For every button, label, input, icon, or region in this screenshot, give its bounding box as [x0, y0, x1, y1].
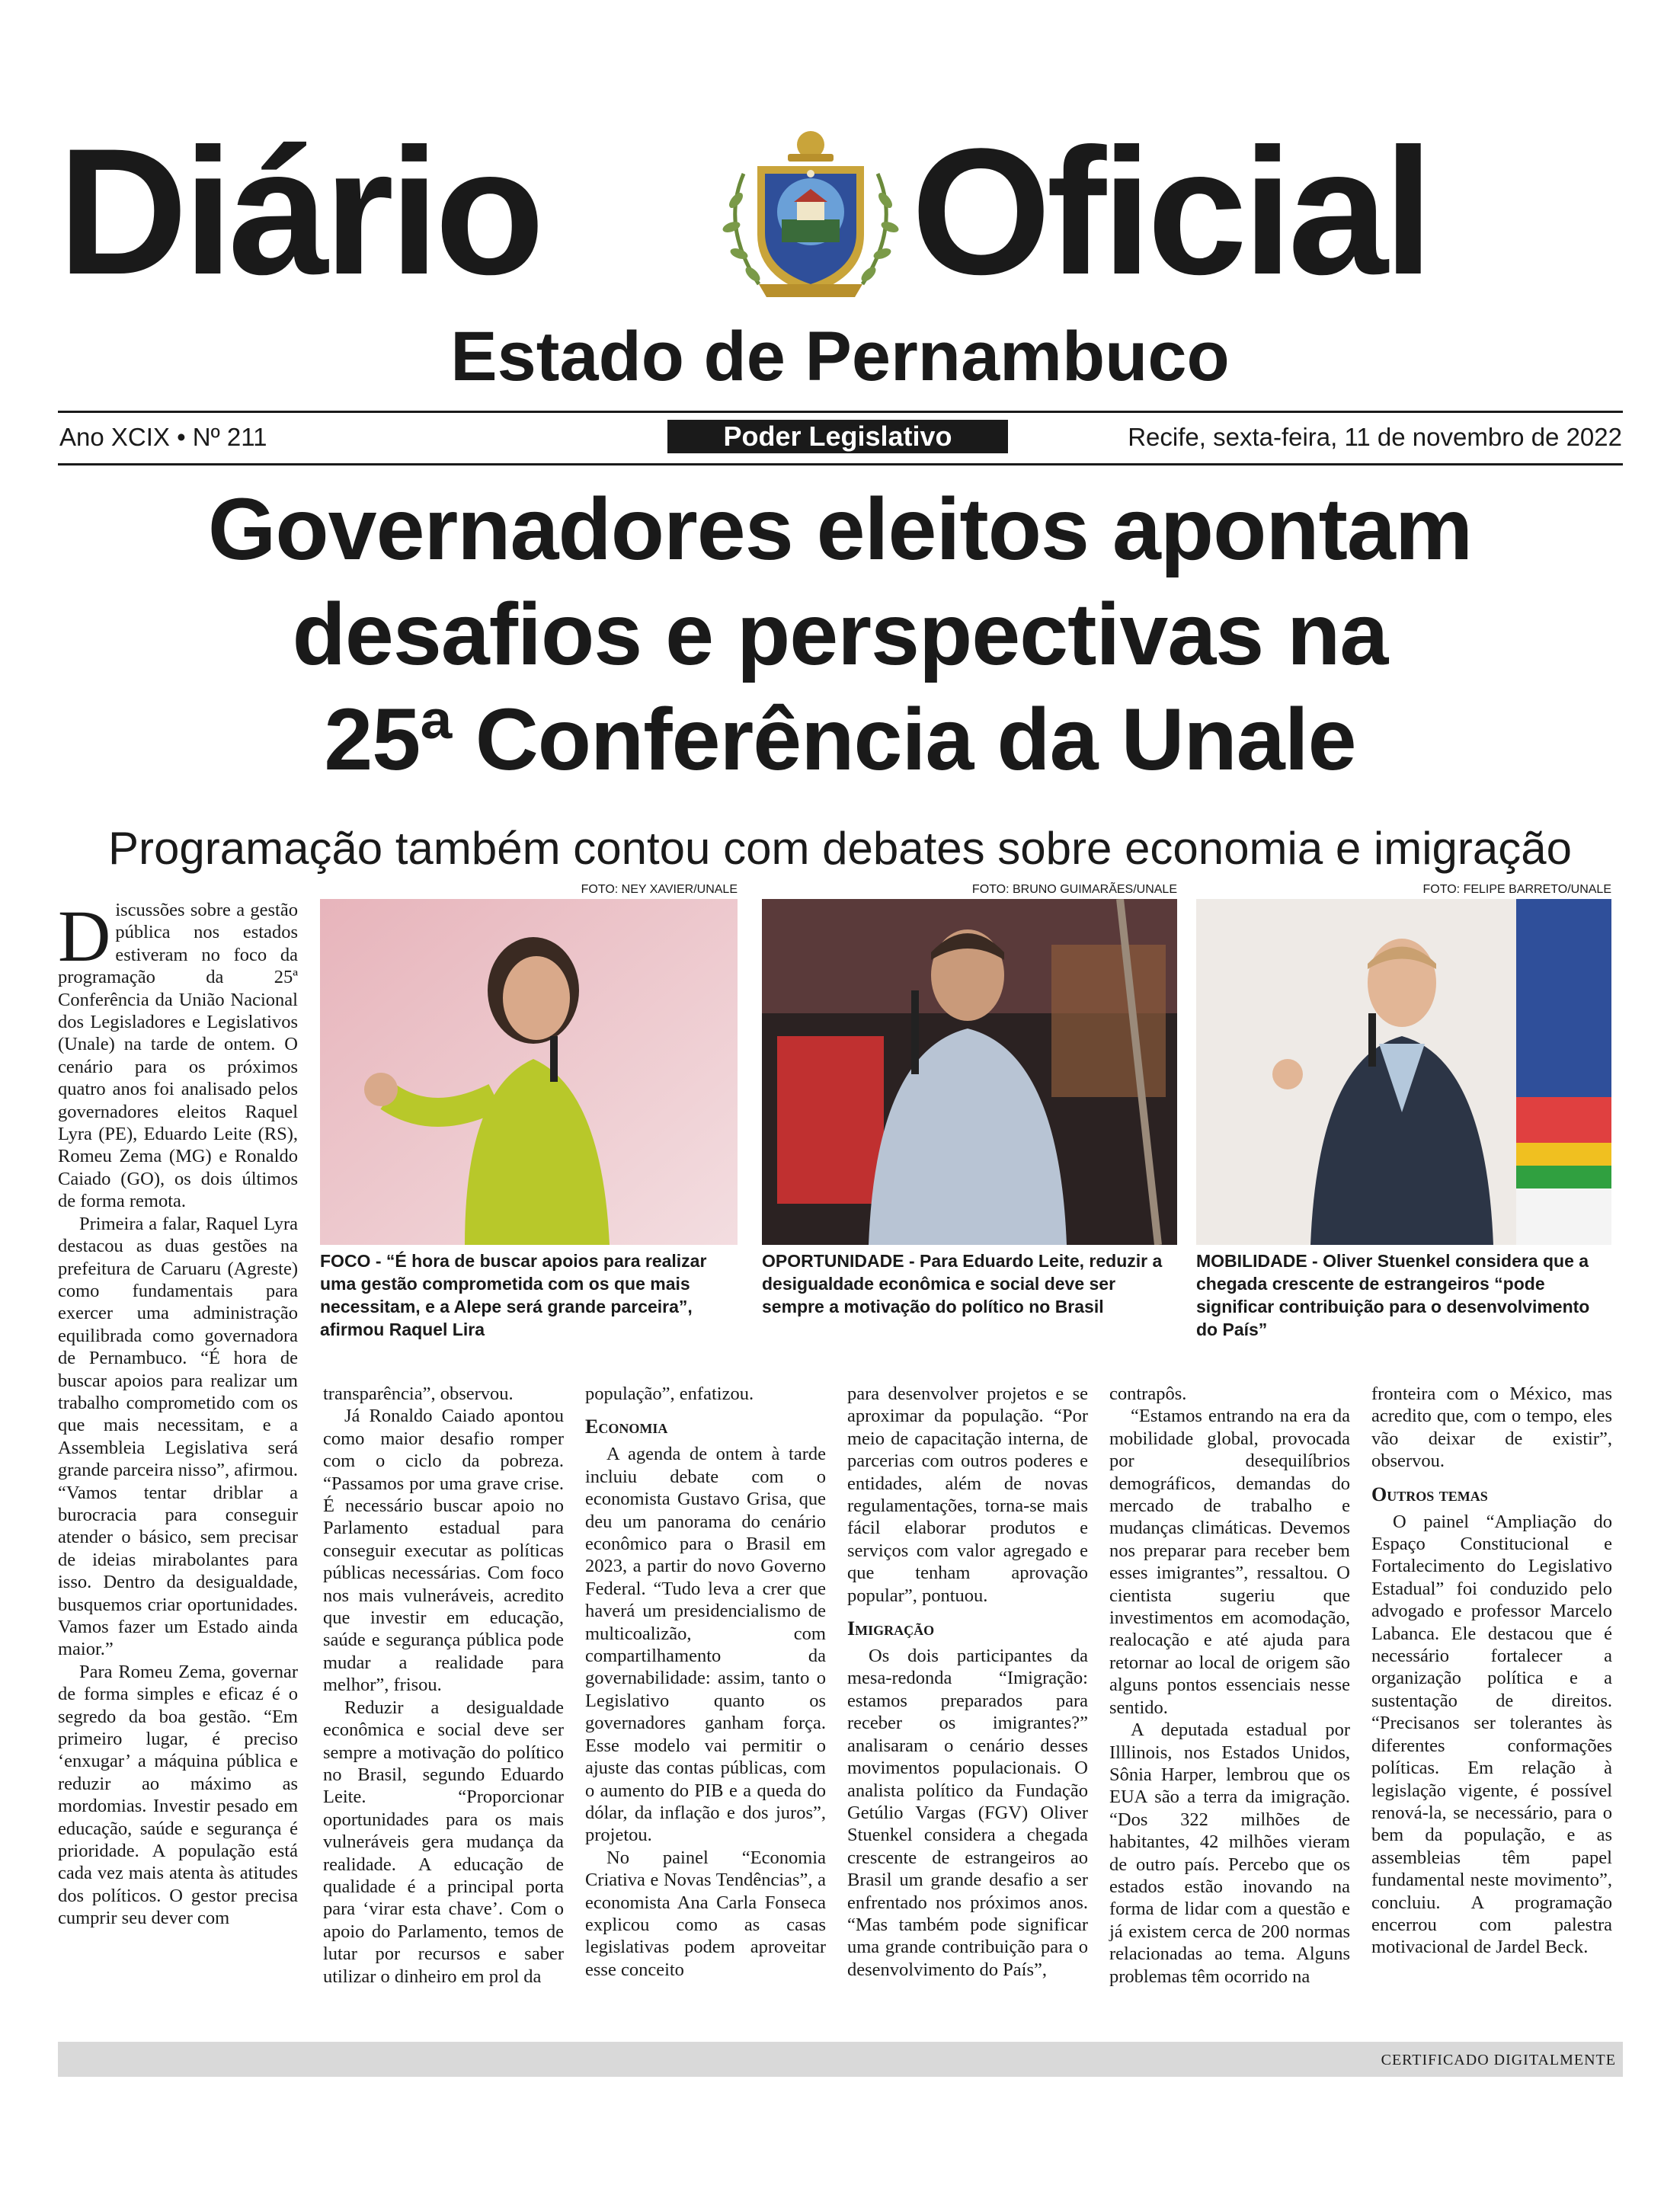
masthead-title-left: Diário	[58, 111, 540, 312]
photo-eduardo-leite	[762, 899, 1177, 1245]
header-rule-bottom	[58, 463, 1623, 465]
headline-line-3: 25ª Conferência da Unale	[324, 691, 1356, 789]
section-heading-outros-temas: Outros temas	[1371, 1483, 1488, 1505]
article-paragraph: Discussões sobre a gestão pública nos estados estiveram no foco da programação da 25ª Conferência da União Nacional dos Legisladores e Legislativos (Unale) na tarde de ontem. O cenário para os próximos quatro anos foi analisado pelos governadores eleitos Raquel Lyra (PE), Eduardo Leite (RS), Romeu Zema (MG) e Ronaldo Caiado (GO), os dois últimos de forma remota.	[58, 895, 298, 1212]
dropcap: D	[58, 895, 111, 977]
photo-caption: FOCO - “É hora de buscar apoios para realizar uma gestão comprometida com os que mais necessitam, e a Alepe será grande parceira”, afirmou Raquel Lira	[320, 1251, 707, 1339]
article-paragraph: contrapôs.	[1109, 1384, 1187, 1404]
article-paragraph: transparência”, observou.	[323, 1384, 514, 1404]
article-column-5	[1109, 1383, 1350, 1988]
photo-oliver-stuenkel	[1196, 899, 1611, 1245]
section-badge: Poder Legislativo	[667, 420, 1008, 453]
article-paragraph: A deputada estadual por Illlinois, nos Estados Unidos, Sônia Harper, lembrou que os EUA são a terra da imigração. “Dos 322 milhões de habitantes, 42 milhões vieram de outro país. Percebo que os estados estão inovando na forma de lidar com a questão e já existem cerca de 200 normas relacionadas ao tema. Alguns problemas têm ocorrido na	[1109, 1720, 1350, 1987]
edition-number: Ano XCIX • Nº 211	[59, 423, 267, 451]
headline-line-1: Governadores eleitos apontam	[207, 481, 1473, 578]
coat-of-arms-icon	[713, 128, 908, 303]
article-paragraph: fronteira com o México, mas acredito que, com o tempo, eles vão deixar de existir”, observou.	[1371, 1384, 1612, 1472]
photo-caption: OPORTUNIDADE - Para Eduardo Leite, reduzir a desigualdade econômica e social deve ser sempre a motivação do político no Brasil	[762, 1251, 1163, 1316]
article-column-2	[323, 1383, 564, 1988]
photo-credit: FOTO: NEY XAVIER/UNALE	[581, 883, 738, 896]
article-paragraph: Para Romeu Zema, governar de forma simples e eficaz é o segredo da boa gestão. “Em primeiro lugar, é preciso ‘enxugar’ a máquina pública e reduzir ao máximo as mordomias. Investir pesado em educação, saúde e segurança é prioridade. A população está cada vez mais atenta às atitudes dos políticos. O gestor precisa cumprir seu dever com	[58, 1661, 298, 1929]
masthead-subtitle: Estado de Pernambuco	[450, 318, 1230, 395]
header-rule-top	[58, 411, 1623, 413]
article-paragraph: população”, enfatizou.	[585, 1384, 754, 1404]
photo-caption: MOBILIDADE - Oliver Stuenkel considera que a chegada crescente de estrangeiros “pode significar contribuição para o desenvolvimento do País”	[1196, 1251, 1590, 1339]
article-paragraph: Os dois participantes da mesa-redonda “Imigração: estamos preparados para receber os imigrantes?” analisaram o cenário desses movimentos populacionais. O analista político da Fundação Getúlio Vargas (FGV) Oliver Stuenkel considera a chegada crescente de estrangeiros ao Brasil um grande desafio a ser enfrentado nos próximos anos. “Mas também pode significar uma grande contribuição para o desenvolvimento do País”,	[847, 1646, 1088, 1980]
article-column-4	[847, 1383, 1088, 1981]
article-column-3	[585, 1383, 826, 1981]
article-paragraph: Reduzir a desigualdade econômica e social deve ser sempre a motivação do político no Brasil, segundo Eduardo Leite. “Proporcionar oportunidades para os mais vulneráveis gera mudança da realidade. A educação de qualidade é a principal porta para ‘virar esta chave’. Com o apoio do Parlamento, temos de lutar por recursos e saber utilizar o dinheiro em prol da	[323, 1697, 564, 1987]
photo-credit: FOTO: BRUNO GUIMARÃES/UNALE	[971, 883, 1177, 896]
article-column-1	[58, 895, 298, 1930]
article-paragraph: Primeira a falar, Raquel Lyra destacou as duas gestões na prefeitura de Caruaru (Agreste) como fundamentais para exercer uma administração equilibrada como governadora de Pernambuco. “É hora de buscar apoios para realizar um trabalho comprometido com os que mais necessitam, e a Assembleia Legislativa será grande parceira nisso”, afirmou. “Vamos tentar driblar a burocracia para conseguir atender o básico, sem precisar de ideias mirabolantes para isso. Dentro da desigualdade, busquemos criar oportunidades. Vamos fazer um Estado ainda maior.”	[58, 1213, 298, 1660]
article-paragraph: No painel “Economia Criativa e Novas Tendências”, a economista Ana Carla Fonseca explicou como as casas legislativas podem aproveitar esse conceito	[585, 1847, 826, 1980]
article-paragraph: A agenda de ontem à tarde incluiu debate com o economista Gustavo Grisa, que deu um panorama do cenário econômico para o Brasil em 2023, a partir do novo Governo Federal. “Tudo leva a crer que haverá um presidencialismo de multicoalizão, com compartilhamento da governabilidade: assim, tanto o Legislativo quanto os governadores ganham força. Esse modelo vai permitir o ajuste das contas públicas, com o aumento do PIB e a queda do dólar, da inflação e dos juros”, projetou.	[585, 1444, 826, 1846]
headline	[0, 477, 1680, 792]
photo-raquel-lyra	[320, 899, 738, 1245]
dateline: Recife, sexta-feira, 11 de novembro de 2022	[1128, 423, 1622, 451]
section-heading-imigracao: Imigração	[847, 1617, 935, 1640]
article-paragraph: para desenvolver projetos e se aproximar da população. “Por meio de capacitação interna, de parcerias com outros poderes e entidades, além de novas regulamentações, torna-se mais fácil elaborar produtos e serviços com valor agregado e que tenham aprovação popular”, pontuou.	[847, 1384, 1088, 1606]
article-column-6	[1371, 1383, 1612, 1959]
certified-digitally-label: CERTIFICADO DIGITALMENTE	[1381, 2052, 1616, 2068]
deck: Programação também contou com debates sobre economia e imigração	[108, 823, 1572, 874]
section-heading-economia: Economia	[585, 1416, 668, 1438]
article-paragraph: O painel “Ampliação do Espaço Constitucional e Fortalecimento do Legislativo Estadual” foi conduzido pelo advogado e professor Marcelo Labanca. Ele destacou que é necessário fortalecer a organização política e a sustentação de direitos. “Precisanos ser tolerantes às diferentes conformações políticas. Em relação à legislação vigente, é possível renová-la, se necessário, para o bem da população, e as assembleias têm papel fundamental neste movimento”, concluiu. A programação encerrou com palestra motivacional de Jardel Beck.	[1371, 1511, 1612, 1958]
headline-line-2: desafios e perspectivas na	[292, 586, 1388, 683]
photo-credit: FOTO: FELIPE BARRETO/UNALE	[1422, 883, 1611, 896]
masthead-title-right: Oficial	[911, 111, 1429, 312]
article-paragraph: Já Ronaldo Caiado apontou como maior desafio romper com o ciclo da pobreza. “Passamos por uma grave crise. É necessário buscar apoio no Parlamento estadual para conseguir executar as políticas públicas necessárias. Com foco nos mais vulneráveis, acredito que investir em educação, saúde e segurança pública pode mudar a realidade para melhor”, frisou.	[323, 1406, 564, 1696]
article-paragraph: “Estamos entrando na era da mobilidade global, provocada por desequilíbrios demográficos, demandas do mercado de trabalho e mudanças climáticas. Devemos nos preparar para receber bem esses imigrantes”, ressaltou. O cientista sugeriu que investimentos em acomodação, realocação e até ajuda para retornar ao local de origem são alguns pontos essenciais nesse sentido.	[1109, 1406, 1350, 1718]
